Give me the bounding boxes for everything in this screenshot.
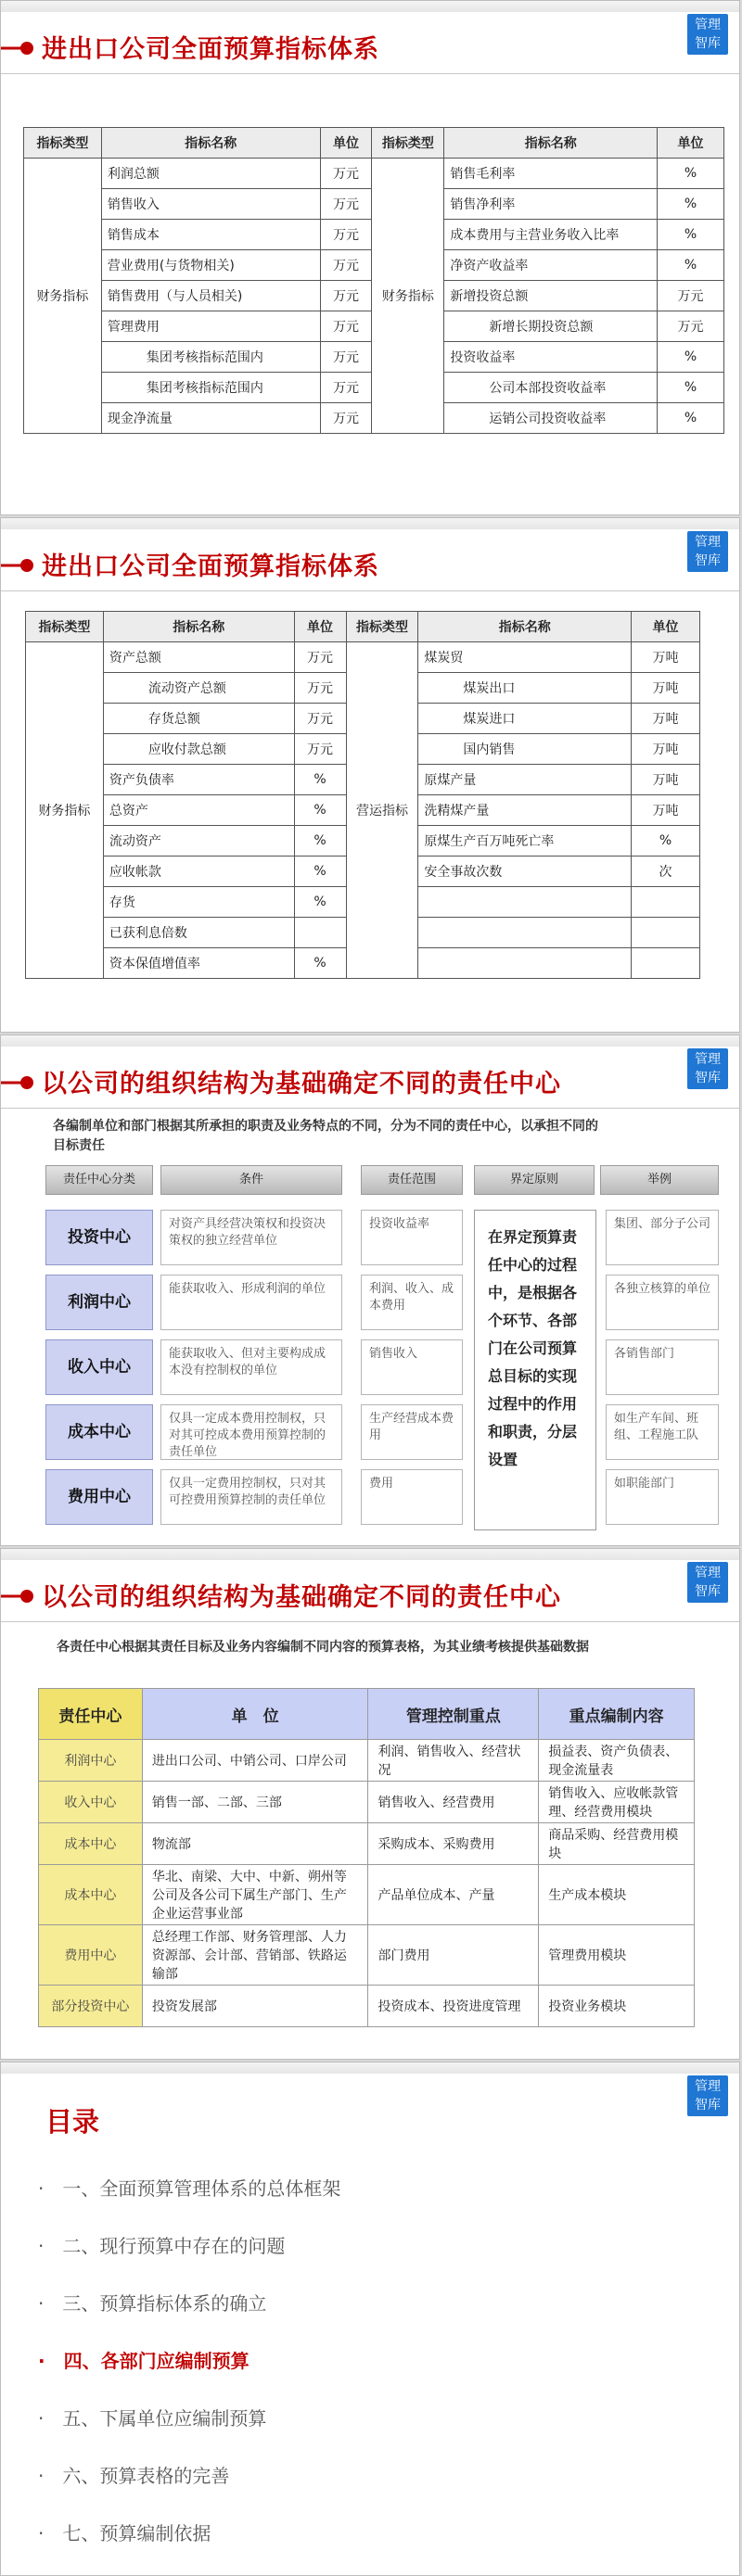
column-header: 单位 (320, 128, 372, 159)
brand-logo: 管理 智库 (687, 1048, 728, 1089)
unit-cell: 万元 (658, 281, 724, 311)
indicator-name-cell: 安全事故次数 (418, 857, 632, 887)
header-bar (1, 1035, 739, 1047)
column-header: 单位 (658, 128, 724, 159)
unit-cell: % (658, 220, 724, 250)
center-type-box: 投资中心 (45, 1210, 153, 1265)
indicator-name-cell: 流动资产总额 (103, 673, 294, 704)
unit-cell: % (632, 826, 700, 857)
unit-cell: % (294, 795, 346, 826)
slide-indicator-system-1 (0, 0, 740, 515)
bullet-icon: · (38, 2177, 63, 2200)
scope-box: 利润、收入、成本费用 (361, 1275, 463, 1330)
indicator-name-cell: 运销公司投资收益率 (444, 403, 658, 434)
slide-title: 以公司的组织结构为基础确定不同的责任中心 (42, 1070, 561, 1098)
indicator-name-cell: 存货 (103, 887, 294, 918)
unit-cell (632, 948, 700, 979)
column-header: 指标名称 (418, 612, 632, 642)
condition-box: 对资产具经营决策权和投资决策权的独立经营单位 (160, 1210, 342, 1265)
column-header: 管理控制重点 (368, 1689, 539, 1740)
unit-cell: 华北、南梁、大中、中新、朔州等公司及各公司下属生产部门、生产企业运营事业部 (142, 1865, 368, 1925)
unit-cell: 万元 (320, 373, 372, 403)
focus-cell: 利润、销售收入、经营状况 (368, 1740, 539, 1782)
indicator-name-cell: 营业费用(与货物相关) (101, 250, 320, 281)
indicator-table (25, 611, 700, 979)
agenda-item[interactable] (38, 2174, 340, 2201)
unit-cell: 万元 (320, 189, 372, 220)
slide-title: 进出口公司全面预算指标体系 (42, 35, 379, 64)
slide-title: 以公司的组织结构为基础确定不同的责任中心 (42, 1583, 561, 1612)
table-row (39, 1823, 695, 1865)
unit-cell: 总经理工作部、财务管理部、人力资源部、会计部、营销部、铁路运输部 (142, 1925, 368, 1986)
scope-box: 费用 (361, 1469, 463, 1525)
unit-cell: 万元 (320, 342, 372, 373)
responsibility-table (38, 1688, 695, 2027)
center-cell: 成本中心 (39, 1823, 143, 1865)
content-cell: 损益表、资产负债表、现金流量表 (539, 1740, 695, 1782)
unit-cell (632, 887, 700, 918)
content-cell: 管理费用模块 (539, 1925, 695, 1986)
indicator-name-cell: 已获利息倍数 (103, 918, 294, 948)
center-cell: 利润中心 (39, 1740, 143, 1782)
table-row (26, 642, 700, 673)
indicator-name-cell: 公司本部投资收益率 (444, 373, 658, 403)
focus-cell: 采购成本、采购费用 (368, 1823, 539, 1865)
center-type-box: 费用中心 (45, 1469, 153, 1525)
unit-cell: % (294, 857, 346, 887)
content-cell: 投资业务模块 (539, 1986, 695, 2027)
table-header-row (24, 128, 724, 159)
table-row (39, 1865, 695, 1925)
agenda-item[interactable] (38, 2404, 266, 2430)
center-cell: 成本中心 (39, 1865, 143, 1925)
column-header: 单位 (294, 612, 346, 642)
column-header: 指标名称 (101, 128, 320, 159)
header-bar (1, 1, 739, 12)
column-header: 指标名称 (103, 612, 294, 642)
unit-cell: % (658, 403, 724, 434)
unit-cell: 万元 (294, 704, 346, 734)
indicator-name-cell (418, 948, 632, 979)
condition-box: 仅具一定成本费用控制权，只对其可控成本费用预算控制的责任单位 (160, 1404, 342, 1460)
brand-logo: 管理 智库 (687, 531, 728, 572)
center-type-box: 利润中心 (45, 1275, 153, 1330)
unit-cell: 物流部 (142, 1823, 368, 1865)
unit-cell: 投资发展部 (142, 1986, 368, 2027)
slide-responsibility-centers-1 (0, 1034, 740, 1546)
unit-cell: 万元 (320, 311, 372, 342)
indicator-name-cell: 总资产 (103, 795, 294, 826)
indicator-type-cell: 营运指标 (346, 642, 418, 979)
brand-logo: 管理 智库 (687, 1562, 728, 1603)
example-box: 各销售部门 (606, 1339, 719, 1395)
bullet-icon: · (38, 2292, 63, 2315)
column-header: 指标类型 (26, 612, 104, 642)
slide-responsibility-centers-2 (0, 1548, 740, 2060)
header-example: 举例 (600, 1165, 719, 1195)
content-cell: 生产成本模块 (539, 1865, 695, 1925)
center-cell: 收入中心 (39, 1782, 143, 1823)
indicator-name-cell: 销售收入 (101, 189, 320, 220)
column-header: 单位 (632, 612, 700, 642)
indicator-name-cell: 销售毛利率 (444, 159, 658, 189)
indicator-name-cell: 应收帐款 (103, 857, 294, 887)
title-arrow-icon (1, 38, 34, 58)
unit-cell: % (294, 887, 346, 918)
example-box: 集团、部分子公司 (606, 1210, 719, 1265)
indicator-name-cell: 国内销售 (418, 734, 632, 765)
example-box: 如职能部门 (606, 1469, 719, 1525)
unit-cell: % (294, 765, 346, 795)
unit-cell: 万元 (320, 281, 372, 311)
unit-cell: 万吨 (632, 642, 700, 673)
brand-logo: 管理 智库 (687, 14, 728, 55)
agenda-item-label: 五、下属单位应编制预算 (62, 2407, 267, 2430)
indicator-name-cell: 成本费用与主营业务收入比率 (444, 220, 658, 250)
unit-cell: 万吨 (632, 734, 700, 765)
principle-box: 在界定预算责任中心的过程中，是根据各个环节、各部门在公司预算总目标的实现过程中的作用和职责，分层设置 (474, 1210, 596, 1530)
agenda-item-label: 二、现行预算中存在的问题 (62, 2235, 286, 2257)
title-arrow-icon (1, 1586, 34, 1606)
header-condition: 条件 (160, 1165, 342, 1195)
unit-cell: 进出口公司、中销公司、口岸公司 (142, 1740, 368, 1782)
slide-agenda (0, 2062, 740, 2576)
condition-box: 仅具一定费用控制权，只对其可控费用预算控制的责任单位 (160, 1469, 342, 1525)
indicator-type-cell: 财务指标 (24, 159, 102, 434)
unit-cell: % (658, 159, 724, 189)
header-bar (1, 518, 739, 529)
indicator-name-cell: 煤炭进口 (418, 704, 632, 734)
focus-cell: 部门费用 (368, 1925, 539, 1986)
table-header-row (39, 1689, 695, 1740)
center-type-box: 成本中心 (45, 1404, 153, 1460)
unit-cell: 万吨 (632, 704, 700, 734)
center-type-box: 收入中心 (45, 1339, 153, 1395)
indicator-name-cell: 销售成本 (101, 220, 320, 250)
table-row (24, 159, 724, 189)
indicator-name-cell: 煤炭出口 (418, 673, 632, 704)
indicator-type-cell: 财务指标 (372, 159, 444, 434)
scope-box: 销售收入 (361, 1339, 463, 1395)
agenda-item[interactable] (38, 2289, 266, 2316)
header-scope: 责任范围 (361, 1165, 463, 1195)
slide-indicator-system-2 (0, 517, 740, 1033)
indicator-name-cell: 原煤生产百万吨死亡率 (418, 826, 632, 857)
unit-cell: 万吨 (632, 673, 700, 704)
unit-cell: 万元 (294, 642, 346, 673)
unit-cell: % (658, 250, 724, 281)
agenda-item-label: 三、预算指标体系的确立 (62, 2292, 267, 2315)
header-bar (1, 1549, 739, 1560)
unit-cell (294, 918, 346, 948)
header-center-type: 责任中心分类 (45, 1165, 153, 1195)
slide-subtitle: 各编制单位和部门根据其所承担的职责及业务特点的不同，分为不同的责任中心，以承担不同的 目标责任 (53, 1119, 598, 1153)
focus-cell: 产品单位成本、产量 (368, 1865, 539, 1925)
table-row (39, 1986, 695, 2027)
unit-cell: 万元 (658, 311, 724, 342)
indicator-name-cell: 煤炭贸 (418, 642, 632, 673)
indicator-name-cell: 流动资产 (103, 826, 294, 857)
indicator-name-cell: 资本保值增值率 (103, 948, 294, 979)
header-bar (1, 2062, 739, 2074)
unit-cell: 万元 (320, 159, 372, 189)
indicator-name-cell: 现金净流量 (101, 403, 320, 434)
column-header: 指标类型 (372, 128, 444, 159)
indicator-type-cell: 财务指标 (26, 642, 104, 979)
condition-box: 能获取收入、形成利润的单位 (160, 1275, 342, 1330)
indicator-name-cell: 新增投资总额 (444, 281, 658, 311)
unit-cell: % (294, 826, 346, 857)
indicator-name-cell: 销售费用（与人员相关) (101, 281, 320, 311)
bullet-icon: · (38, 2465, 63, 2487)
example-box: 各独立核算的单位 (606, 1275, 719, 1330)
table-header-row (26, 612, 700, 642)
unit-cell: 万元 (294, 734, 346, 765)
unit-cell: % (294, 948, 346, 979)
scope-box: 投资收益率 (361, 1210, 463, 1265)
example-box: 如生产车间、班组、工程施工队 (606, 1404, 719, 1460)
unit-cell: 万吨 (632, 795, 700, 826)
focus-cell: 销售收入、经营费用 (368, 1782, 539, 1823)
indicator-name-cell: 管理费用 (101, 311, 320, 342)
agenda-item-label: 四、各部门应编制预算 (63, 2350, 249, 2372)
center-cell: 部分投资中心 (39, 1986, 143, 2027)
column-header: 责任中心 (39, 1689, 143, 1740)
indicator-name-cell: 投资收益率 (444, 342, 658, 373)
indicator-name-cell: 集团考核指标范围内 (101, 342, 320, 373)
indicator-name-cell: 集团考核指标范围内 (101, 373, 320, 403)
header-principle: 界定原则 (474, 1165, 595, 1195)
unit-cell: 万元 (320, 220, 372, 250)
unit-cell: 次 (632, 857, 700, 887)
table-row (39, 1740, 695, 1782)
table-row (39, 1782, 695, 1823)
unit-cell: % (658, 189, 724, 220)
column-header: 指标类型 (346, 612, 418, 642)
bullet-icon: · (38, 2522, 63, 2544)
table-row (39, 1925, 695, 1986)
title-arrow-icon (1, 555, 34, 576)
unit-cell: 万元 (294, 673, 346, 704)
indicator-name-cell (418, 887, 632, 918)
agenda-item[interactable] (38, 2231, 285, 2258)
bullet-icon: · (38, 2350, 64, 2372)
center-cell: 费用中心 (39, 1925, 143, 1986)
unit-cell (632, 918, 700, 948)
title-arrow-icon (1, 1072, 34, 1093)
indicator-name-cell: 利润总额 (101, 159, 320, 189)
slide-title: 进出口公司全面预算指标体系 (42, 552, 379, 581)
indicator-name-cell: 销售净利率 (444, 189, 658, 220)
scope-box: 生产经营成本费用 (361, 1404, 463, 1460)
unit-cell: % (658, 342, 724, 373)
agenda-title: 目录 (45, 2106, 100, 2138)
agenda-item[interactable] (38, 2519, 211, 2545)
indicator-name-cell: 原煤产量 (418, 765, 632, 795)
unit-cell: 万吨 (632, 765, 700, 795)
agenda-item[interactable] (38, 2346, 249, 2373)
bullet-icon: · (38, 2407, 63, 2430)
indicator-name-cell: 存货总额 (103, 704, 294, 734)
unit-cell: 销售一部、二部、三部 (142, 1782, 368, 1823)
indicator-name-cell: 应收付款总额 (103, 734, 294, 765)
content-cell: 销售收入、应收帐款管理、经营费用模块 (539, 1782, 695, 1823)
indicator-name-cell (418, 918, 632, 948)
indicator-table (23, 127, 724, 434)
brand-logo: 管理 智库 (687, 2075, 728, 2116)
column-header: 重点编制内容 (539, 1689, 695, 1740)
focus-cell: 投资成本、投资进度管理 (368, 1986, 539, 2027)
agenda-item-label: 六、预算表格的完善 (62, 2465, 230, 2487)
unit-cell: % (658, 373, 724, 403)
indicator-name-cell: 资产总额 (103, 642, 294, 673)
bullet-icon: · (38, 2235, 63, 2257)
agenda-item[interactable] (38, 2461, 229, 2488)
unit-cell: 万元 (320, 403, 372, 434)
indicator-name-cell: 资产负债率 (103, 765, 294, 795)
indicator-name-cell: 新增长期投资总额 (444, 311, 658, 342)
content-cell: 商品采购、经营费用模块 (539, 1823, 695, 1865)
condition-box: 能获取收入、但对主要构成成本没有控制权的单位 (160, 1339, 342, 1395)
agenda-item-label: 一、全面预算管理体系的总体框架 (62, 2177, 341, 2200)
indicator-name-cell: 洗精煤产量 (418, 795, 632, 826)
indicator-name-cell: 净资产收益率 (444, 250, 658, 281)
column-header: 指标类型 (24, 128, 102, 159)
column-header: 单 位 (142, 1689, 368, 1740)
slide-subtitle: 各责任中心根据其责任目标及业务内容编制不同内容的预算表格，为其业绩考核提供基础数据 (57, 1640, 589, 1655)
column-header: 指标名称 (444, 128, 658, 159)
agenda-item-label: 七、预算编制依据 (62, 2522, 211, 2544)
unit-cell: 万元 (320, 250, 372, 281)
